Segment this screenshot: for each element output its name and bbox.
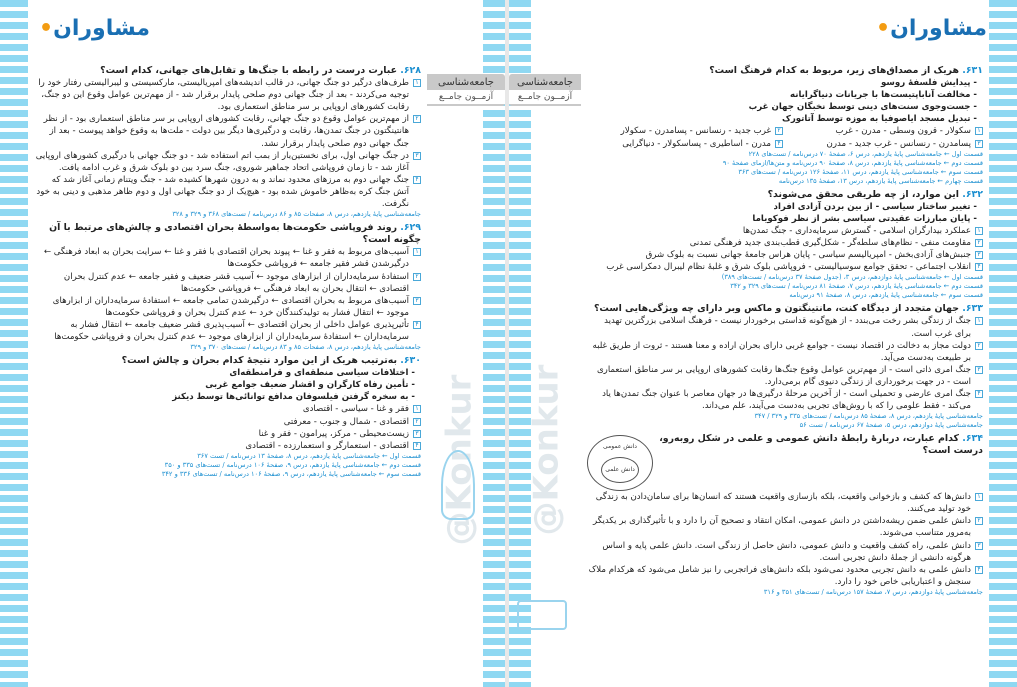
option-box-icon: ۱ xyxy=(413,405,421,413)
option-box-icon: ۲ xyxy=(413,115,421,123)
option-box-icon: ۱ xyxy=(413,79,421,87)
option-box-icon: ۴ xyxy=(413,321,421,329)
question-number: ۶۳۰. xyxy=(400,355,421,367)
question-text: روند فروپاشی حکومت‌ها به‌واسطهٔ بحران اقتصادی و چالش‌های مرتبط با آن چگونه است؟ xyxy=(49,222,421,246)
diagram-outer-label: دانش عمومی xyxy=(587,435,653,491)
option-3[interactable]: ۳ زیست‌محیطی - مرکز، پیرامون - فقر و غنا xyxy=(34,428,421,440)
option-box-icon: ۴ xyxy=(975,566,983,574)
brand-logo: مشاوران• xyxy=(39,16,150,41)
section-tab xyxy=(427,74,505,106)
reference-note: قسمت سوم ← جامعه‌شناسی پایهٔ یازدهم، درس ۹، صفحهٔ ۱۰۶ درس‌نامه / تست‌های ۳۳۶ و ۳۴۲ xyxy=(161,469,421,478)
option-box-icon: ۱ xyxy=(975,127,983,135)
question-633 xyxy=(587,303,983,430)
reference-note: قسمت اول ← جامعه‌شناسی پایهٔ یازدهم، درس ۸، صفحهٔ ۱۳ درس‌نامه / تست ۳۶۷ xyxy=(197,451,421,460)
option-box-icon: ۳ xyxy=(975,542,983,550)
option-box-icon: ۲ xyxy=(775,127,783,135)
option-4[interactable]: ۴ دانش علمی به دانش تجربی محدود نمی‌شود بلکه دانش‌های فراتجربی را نیز شامل می‌شود که هرکدام ملاک سنجش و اعتباریابی خاص خود را دارد. xyxy=(587,564,983,588)
knowledge-diagram xyxy=(587,435,653,491)
list-item: - اختلافات سیاسی منطقه‌ای و فرامنطقه‌ای xyxy=(229,368,415,379)
reference-note: جامعه‌شناسی پایهٔ دوازدهم، درس ۷، صفحهٔ ۱۵۷ درس‌نامه / تست‌های ۳۵۱ و ۳۱۶ xyxy=(763,587,983,596)
question-629 xyxy=(34,222,421,352)
option-1[interactable]: ۱ سکولار - قرون وسطی - مدرن - غرب xyxy=(787,125,983,137)
option-box-icon: ۱ xyxy=(975,227,983,235)
reference-note: جامعه‌شناسی پایهٔ یازدهم، درس ۸، صفحات ۸۵ و ۸۶ درس‌نامه / تست‌های ۳۶۸ و ۳۲۹ و ۳۲۸ xyxy=(172,210,421,219)
question-text: هریک از مصداق‌های زیر، مربوط به کدام فرهنگ است؟ xyxy=(709,65,959,76)
option-box-icon: ۳ xyxy=(975,140,983,148)
question-number: ۶۲۸. xyxy=(400,65,421,76)
question-number: ۶۳۱. xyxy=(962,65,983,76)
reference-note: جامعه‌شناسی پایهٔ دوازدهم، درس ۵، صفحهٔ ۶۷ درس‌نامه / تست ۵۶ xyxy=(799,421,983,430)
option-box-icon: ۳ xyxy=(975,251,983,259)
left-content xyxy=(34,62,421,479)
question-630 xyxy=(34,355,421,479)
option-box-icon: ۳ xyxy=(413,297,421,305)
reference-note: قسمت دوم ← جامعه‌شناسی پایهٔ یازدهم، درس ۹، صفحهٔ ۱۰۶ درس‌نامه / تست‌های ۳۳۵ و ۳۵۰ xyxy=(164,460,421,469)
list-item: - به سخره گرفتن فیلسوفان مدافع توانائی‌ها توسط دیکنز xyxy=(172,392,415,403)
reference-note: قسمت دوم ← جامعه‌شناسی پایهٔ یازدهم، درس ۸، صفحهٔ ۹۰ درس‌نامه و متن‌ها/ازمای صفحهٔ ۹۰ xyxy=(722,158,983,167)
option-2[interactable]: ۲ دولت مجاز به دخالت در اقتصاد نیست - جوامع غربی دارای بحران اراده و معنا هستند - ثروت از طریق غلبه بر طبیعت به‌دست می‌آید. xyxy=(587,340,983,364)
section-tab-title: جامعه‌شناسی xyxy=(438,77,494,88)
option-box-icon: ۲ xyxy=(413,273,421,281)
watermark: @Konkur xyxy=(439,374,480,546)
section-tab-sub: آزمــون جامــع xyxy=(427,90,505,104)
section-tab-title: جامعه‌شناسی xyxy=(517,77,573,88)
option-box-icon: ۴ xyxy=(975,390,983,398)
option-3[interactable]: ۳ آسیب‌های مربوط به بحران اقتصادی ← درگیرشدن تمامی جامعه ← استفادهٔ سرمایه‌داران از ابزارهای موجود ← انتقال فشار به تولیدکنندگان خرد ← عدم کنترل بحران و فروپاشی حکومت‌ها xyxy=(34,295,421,319)
question-number: ۶۳۳. xyxy=(962,303,983,315)
list-item: - تأمین رفاه کارگران و اقشار ضعیف جوامع غربی xyxy=(205,380,415,391)
list-item: - جست‌وجوی سنت‌های دینی توسط نخبگان جهان غرب xyxy=(748,102,977,113)
option-2[interactable]: ۲ اقتصادی - شمال و جنوب - معرفتی xyxy=(34,416,421,428)
reference-note: قسمت اول ← جامعه‌شناسی پایهٔ یازدهم، درس ۶، صفحهٔ ۷۰ درس‌نامه / تست‌های ۲۲۸ xyxy=(748,149,983,158)
right-content xyxy=(587,62,983,597)
question-number: ۶۳۴. xyxy=(962,433,983,445)
option-2[interactable]: ۲ مقاومت منفی - نظام‌های سلطه‌گر - شکل‌گیری قطب‌بندی جدید فرهنگی تمدنی xyxy=(587,237,983,249)
option-box-icon: ۴ xyxy=(413,176,421,184)
left-page xyxy=(0,0,505,687)
option-2[interactable]: ۲ از مهم‌ترین عوامل وقوع دو جنگ جهانی، رقابت کشورهای اروپایی بر سر مناطق استعماری بود - از نظر هانتینگتون در جنگ تمدن‌ها، رقابت و درگیری‌ها دیگر بین دولت - ملت‌ها به وقوع خواهد پیوست - بعد از جنگ جهانی دوم صلحی پایدار برقرار نشد. xyxy=(34,113,421,149)
option-3[interactable]: ۳ دانش علمی، راه کشف واقعیت و دانش عمومی، دانش حاصل از زندگی است. دانش علمی پایه و اساس هرگونه دانشی از جملهٔ دانش تجربی است. xyxy=(587,540,983,564)
option-1[interactable]: ۱ عملکرد بیدارگران اسلامی - گسترش سرمایه‌داری - جنگ تمدن‌ها xyxy=(587,225,983,237)
option-4[interactable]: ۴ انقلاب اجتماعی - تحقق جوامع سوسیالیستی - فروپاشی بلوک شرق و غلبهٔ نظام لیبرال دمکراسی غرب xyxy=(587,261,983,273)
option-1[interactable]: ۱ فقر و غنا - سیاسی - اقتصادی xyxy=(34,403,421,415)
list-item: - تبدیل مسجد ایاصوفیا به موزه توسط آتاتورک xyxy=(782,114,977,125)
option-box-icon: ۴ xyxy=(413,442,421,450)
option-box-icon: ۱ xyxy=(975,493,983,501)
watermark: @Konkur xyxy=(526,364,567,536)
section-tab xyxy=(509,74,581,106)
option-box-icon: ۲ xyxy=(975,239,983,247)
option-3[interactable]: ۳ جنبش‌های آزادی‌بخش - امپریالیسم سیاسی - پایان هراس جامعهٔ جهانی نسبت به بلوک شرق xyxy=(587,249,983,261)
brand-logo: مشاوران• xyxy=(876,16,987,41)
question-text: به‌ترتیب هریک از این موارد نتیجهٔ کدام بحران و چالش است؟ xyxy=(121,355,397,367)
option-1[interactable]: ۱ جنگ از زندگی بشر رخت می‌بندد - از هیچ‌گونه قداستی برخوردار نیست - فرهنگ اسلامی بزرگترین تهدید برای غرب است. xyxy=(587,315,983,339)
diagram-inner-label: دانش علمی xyxy=(601,457,639,483)
reference-note: قسمت سوم ← جامعه‌شناسی پایهٔ یازدهم، درس ۱۱، صفحهٔ ۱۲۶ درس‌نامه / تست‌های ۳۶۳ xyxy=(738,167,983,176)
option-3[interactable]: ۳ جنگ امری ذاتی است - از مهم‌ترین عوامل وقوع جنگ‌ها رقابت کشورهای اروپایی بر سر مناطق استعماری است - در جهت برخورداری از زندگی دنیوی گام برمی‌دارد. xyxy=(587,364,983,388)
rocket-illustration xyxy=(441,450,475,520)
option-1[interactable]: ۱ آسیب‌های مربوط به فقر و غنا ← پیوند بحران اقتصادی با فقر و غنا ← سرایت بحران به ابعاد فرهنگی ← درگیرشدن قشر فقیر جامعه ← فروپاشی حکومت‌ها xyxy=(34,246,421,270)
option-box-icon: ۲ xyxy=(975,517,983,525)
reference-note: جامعه‌شناسی پایهٔ یازدهم، درس ۸، صفحات ۸۵ و ۸۳ درس‌نامه / تست‌های ۳۷۰ و ۳۲۹ xyxy=(190,343,421,352)
option-box-icon: ۳ xyxy=(413,430,421,438)
option-1[interactable]: ۱ دانش‌ها که کشف و بازخوانی واقعیت، بلکه بازسازی واقعیت هستند که انسان‌ها برای سامان‌دادن به زندگی خود تولید می‌کنند. xyxy=(587,491,983,515)
option-box-icon: ۲ xyxy=(413,418,421,426)
option-4[interactable]: ۴ تأثیرپذیری عوامل داخلی از بحران اقتصادی ← آسیب‌پذیری قشر ضعیف جامعه ← انتقال فشار به سرمایه‌داران ← استفادهٔ سرمایه‌داران از ابزارهای موجود ← عدم کنترل بحران و فروپاشی حکومت‌ها xyxy=(34,319,421,343)
option-box-icon: ۴ xyxy=(775,140,783,148)
right-page xyxy=(509,0,1017,687)
list-item: - تغییر ساختار سیاسی - از بین بردن آزادی افراد xyxy=(773,201,977,212)
question-631 xyxy=(587,65,983,186)
section-tab-sub: آزمــون جامــع xyxy=(509,90,581,104)
option-box-icon: ۱ xyxy=(413,248,421,256)
outer-stripe-bar xyxy=(0,0,28,687)
outer-stripe-bar xyxy=(989,0,1017,687)
question-634 xyxy=(587,433,983,597)
question-632 xyxy=(587,189,983,301)
reference-note: قسمت سوم ← جامعه‌شناسی پایهٔ یازدهم، درس ۸، صفحهٔ ۹۱ درس‌نامه xyxy=(789,291,983,300)
option-1[interactable]: ۱ طرف‌های درگیر دو جنگ جهانی، در قالب اندیشه‌های امپریالیستی، مارکسیستی و لیبرالیستی رفتار خود را توجیه می‌کردند - بعد از جنگ جهانی دوم صلحی پایدار برقرار شد - از مهم‌ترین عوامل وقوع این دو جنگ، رقابت کشورهای اروپایی بر سر مناطق استعماری بود. xyxy=(34,77,421,113)
list-item: - پایان مبارزات عقیدتی سیاسی بشر از نظر فوکویاما xyxy=(752,213,977,224)
option-box-icon: ۳ xyxy=(413,152,421,160)
question-text: کدام عبارت، دربارهٔ رابطهٔ دانش عمومی و علمی در شکل روبه‌رو، درست است؟ xyxy=(659,433,983,457)
question-628 xyxy=(34,65,421,219)
option-box-icon: ۴ xyxy=(975,263,983,271)
option-3[interactable]: ۳ پسامدرن - رنسانس - غرب جدید - مدرن xyxy=(787,138,983,150)
option-4[interactable]: ۴ اقتصادی - استعمارگر و استعمارزده - اقتصادی xyxy=(34,440,421,452)
question-text: عبارت درست در رابطه با جنگ‌ها و تقابل‌های جهانی، کدام است؟ xyxy=(100,65,397,76)
reference-note: قسمت چهارم ← جامعه‌شناسی پایهٔ یازدهم، درس ۱۳، صفحهٔ ۱۳۵ درس‌نامه xyxy=(778,176,983,185)
option-box-icon: ۳ xyxy=(975,366,983,374)
book-illustration xyxy=(517,600,567,630)
option-3[interactable]: ۳ در جنگ جهانی اول، برای نخستین‌بار از بمب اتم استفاده شد - دو جنگ جهانی با درگیری کشورهای اروپایی آغاز شد - تا زمان فروپاشی اتحاد جماهیر شوروی، جنگ سرد بین دو بلوک شرق و غرب ادامه یافت. xyxy=(34,150,421,174)
option-box-icon: ۲ xyxy=(975,342,983,350)
question-number: ۶۳۲. xyxy=(962,188,983,200)
reference-note: جامعه‌شناسی پایهٔ یازدهم، درس ۸، صفحهٔ ۸۵ درس‌نامه / تست‌های ۳۳۵ و ۳۲۹ / ۳۴۷ xyxy=(754,412,983,421)
list-item: - پیدایش فلسفهٔ روسو xyxy=(881,78,977,89)
option-4[interactable]: ۴ جنگ جهانی دوم به مرزهای محدود نماند و به درون شهرها کشیده شد - جنگ ویتنام زمانی آغاز شد که آتش جنگ کره به‌ظاهر خاموش شده بود - هیچ‌یک از دو جنگ جهانی اول و دوم ظاهر مذهبی و دینی به خود نگرفت. xyxy=(34,174,421,210)
reference-note: قسمت دوم ← جامعه‌شناسی پایهٔ یازدهم، درس ۷، صفحهٔ ۸۱ درس‌نامه / تست‌های ۳۲۹ و ۳۴۲ xyxy=(730,282,983,291)
question-number: ۶۲۹. xyxy=(400,222,421,234)
option-4[interactable]: ۴ مدرن - اساطیری - پساسکولار - دنیاگرایی xyxy=(587,138,783,150)
question-text: این موارد، از چه طریقی محقق می‌شوند؟ xyxy=(767,188,959,200)
question-text: جهان متجدد از دیدگاه کنت، مانتینگتون و ماکس وبر دارای چه ویژگی‌هایی است؟ xyxy=(593,303,959,315)
option-2[interactable]: ۲ استفادهٔ سرمایه‌داران از ابزارهای موجود ← آسیب قشر ضعیف و فقیر جامعه ← عدم کنترل بحران اقتصادی ← انتقال بحران به ابعاد فرهنگی ← فروپاشی حکومت‌ها xyxy=(34,271,421,295)
list-item: - مخالفت آناباپتیست‌ها با جریانات دنیاگرایانه xyxy=(790,90,977,101)
reference-note: قسمت اول ← جامعه‌شناسی پایهٔ دوازدهم، درس ۳، (جدول صفحهٔ ۳۷ درس‌نامه / تست‌های ۳۸۹) xyxy=(721,273,983,282)
option-box-icon: ۱ xyxy=(975,317,983,325)
option-2[interactable]: ۲ دانش علمی ضمن ریشه‌داشتن در دانش عمومی، امکان انتقاد و تصحیح آن را دارد و با تأثیرگذاری بر یکدیگر به‌مرور متناسب می‌شوند. xyxy=(587,515,983,539)
option-2[interactable]: ۲ غرب جدید - رنسانس - پسامدرن - سکولار xyxy=(587,125,783,137)
options-grid xyxy=(587,125,983,149)
option-4[interactable]: ۴ جنگ امری عارضی و تحمیلی است - از آخرین مرحلهٔ درگیری‌ها در جهان معاصر با عنوان جنگ تمدن‌ها یاد می‌کند - فقط علومی را که با روش‌های تجربی به‌دست می‌آیند، علم می‌داند. xyxy=(587,388,983,412)
